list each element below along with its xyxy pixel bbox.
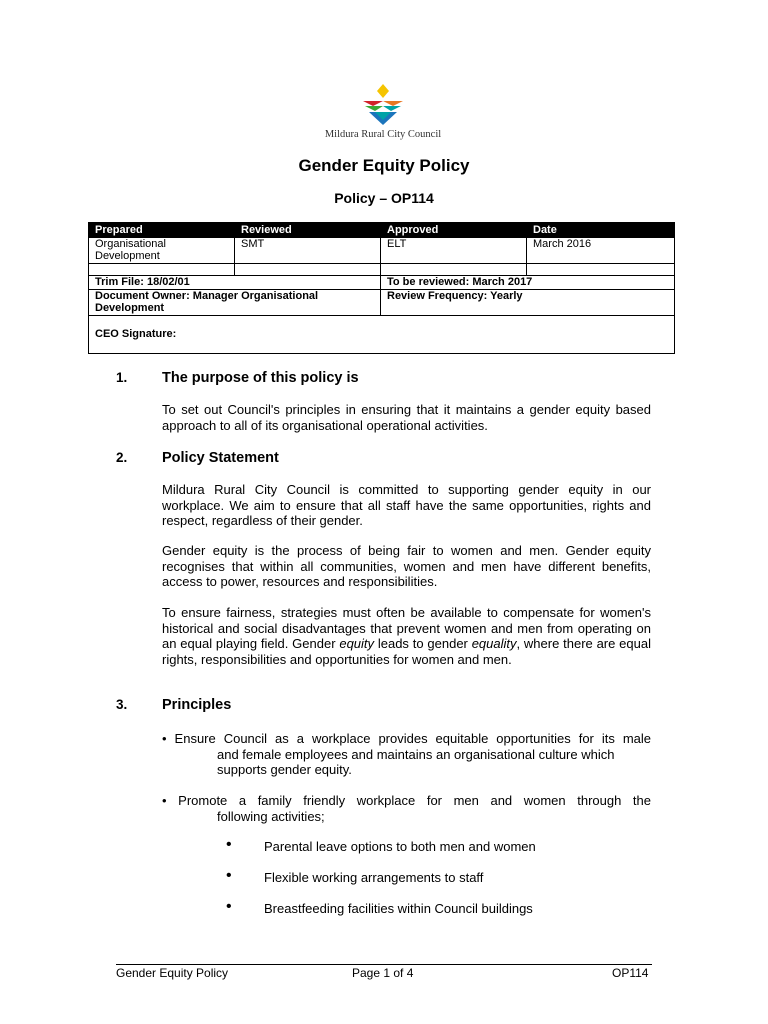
table-row	[89, 289, 675, 315]
bullet-marker: •	[226, 836, 232, 853]
section-2-paragraph-1: Mildura Rural City Council is committed to supporting gender equity in our workplace. We aim to ensure that all staff have the same opportunities, rights and respect, regardless of their gender.	[162, 482, 651, 528]
table-header-row	[89, 223, 675, 238]
table-row	[89, 275, 675, 289]
section-1-paragraph: To set out Council's principles in ensuring that it maintains a gender equity based approach to all of its organisational operational activities.	[162, 402, 651, 433]
table-row	[89, 263, 675, 275]
emphasis-equity: equity	[339, 636, 375, 651]
policy-number: Policy – OP114	[334, 190, 434, 206]
org-name: Mildura Rural City Council	[324, 129, 442, 140]
header-reviewed: Reviewed	[235, 223, 381, 238]
bullet-marker: •	[162, 793, 167, 808]
footer-policy-code: OP114	[612, 966, 649, 980]
council-logo	[318, 84, 448, 146]
to-be-reviewed: To be reviewed: March 2017	[381, 275, 675, 289]
trim-file: Trim File: 18/02/01	[89, 275, 381, 289]
council-emblem-icon	[361, 84, 405, 126]
section-2-heading: Policy Statement	[162, 450, 279, 466]
list-item: • Promote a family friendly workplace for men and women through the following activities;	[162, 793, 651, 824]
approved-value: ELT	[381, 237, 527, 263]
document-control-table	[88, 222, 675, 354]
header-prepared: Prepared	[89, 223, 235, 238]
section-2-number: 2.	[116, 450, 128, 465]
list-item: • Ensure Council as a workplace provides equitable opportunities for its male and female employees and maintains an organisational culture which supports gender equity.	[162, 731, 651, 777]
date-value: March 2016	[527, 237, 675, 263]
section-3-number: 3.	[116, 697, 128, 712]
document-owner: Document Owner: Manager Organisational Development	[89, 289, 381, 315]
emphasis-equality: equality	[471, 636, 517, 651]
footer-title: Gender Equity Policy	[116, 966, 229, 980]
bullet-marker: •	[162, 731, 167, 746]
section-1-number: 1.	[116, 370, 128, 385]
header-date: Date	[527, 223, 675, 238]
bullet-marker: •	[226, 898, 232, 915]
section-3-heading: Principles	[162, 697, 232, 713]
header-approved: Approved	[381, 223, 527, 238]
bullet-marker: •	[226, 867, 232, 884]
prepared-value: Organisational Development	[89, 237, 235, 263]
page-title: Gender Equity Policy	[298, 156, 470, 175]
review-frequency: Review Frequency: Yearly	[381, 289, 675, 315]
table-row	[89, 315, 675, 353]
section-2-paragraph-2: Gender equity is the process of being fair to women and men. Gender equity recognises that within all communities, women and men have different benefits, access to power, resources and responsibilities.	[162, 543, 651, 589]
footer-divider	[116, 964, 652, 965]
reviewed-value: SMT	[235, 237, 381, 263]
ceo-signature: CEO Signature:	[89, 315, 675, 353]
table-row	[89, 237, 675, 263]
footer-page-number: Page 1 of 4	[352, 966, 414, 980]
section-2-paragraph-3: To ensure fairness, strategies must often be available to compensate for women's historical and social disadvantages that prevent women and men from operating on an equal playing field. Gender equity leads to gender equality, where there are equal rights, responsibilities and opportunities for women and men.	[162, 605, 651, 667]
section-1-heading: The purpose of this policy is	[162, 370, 359, 386]
